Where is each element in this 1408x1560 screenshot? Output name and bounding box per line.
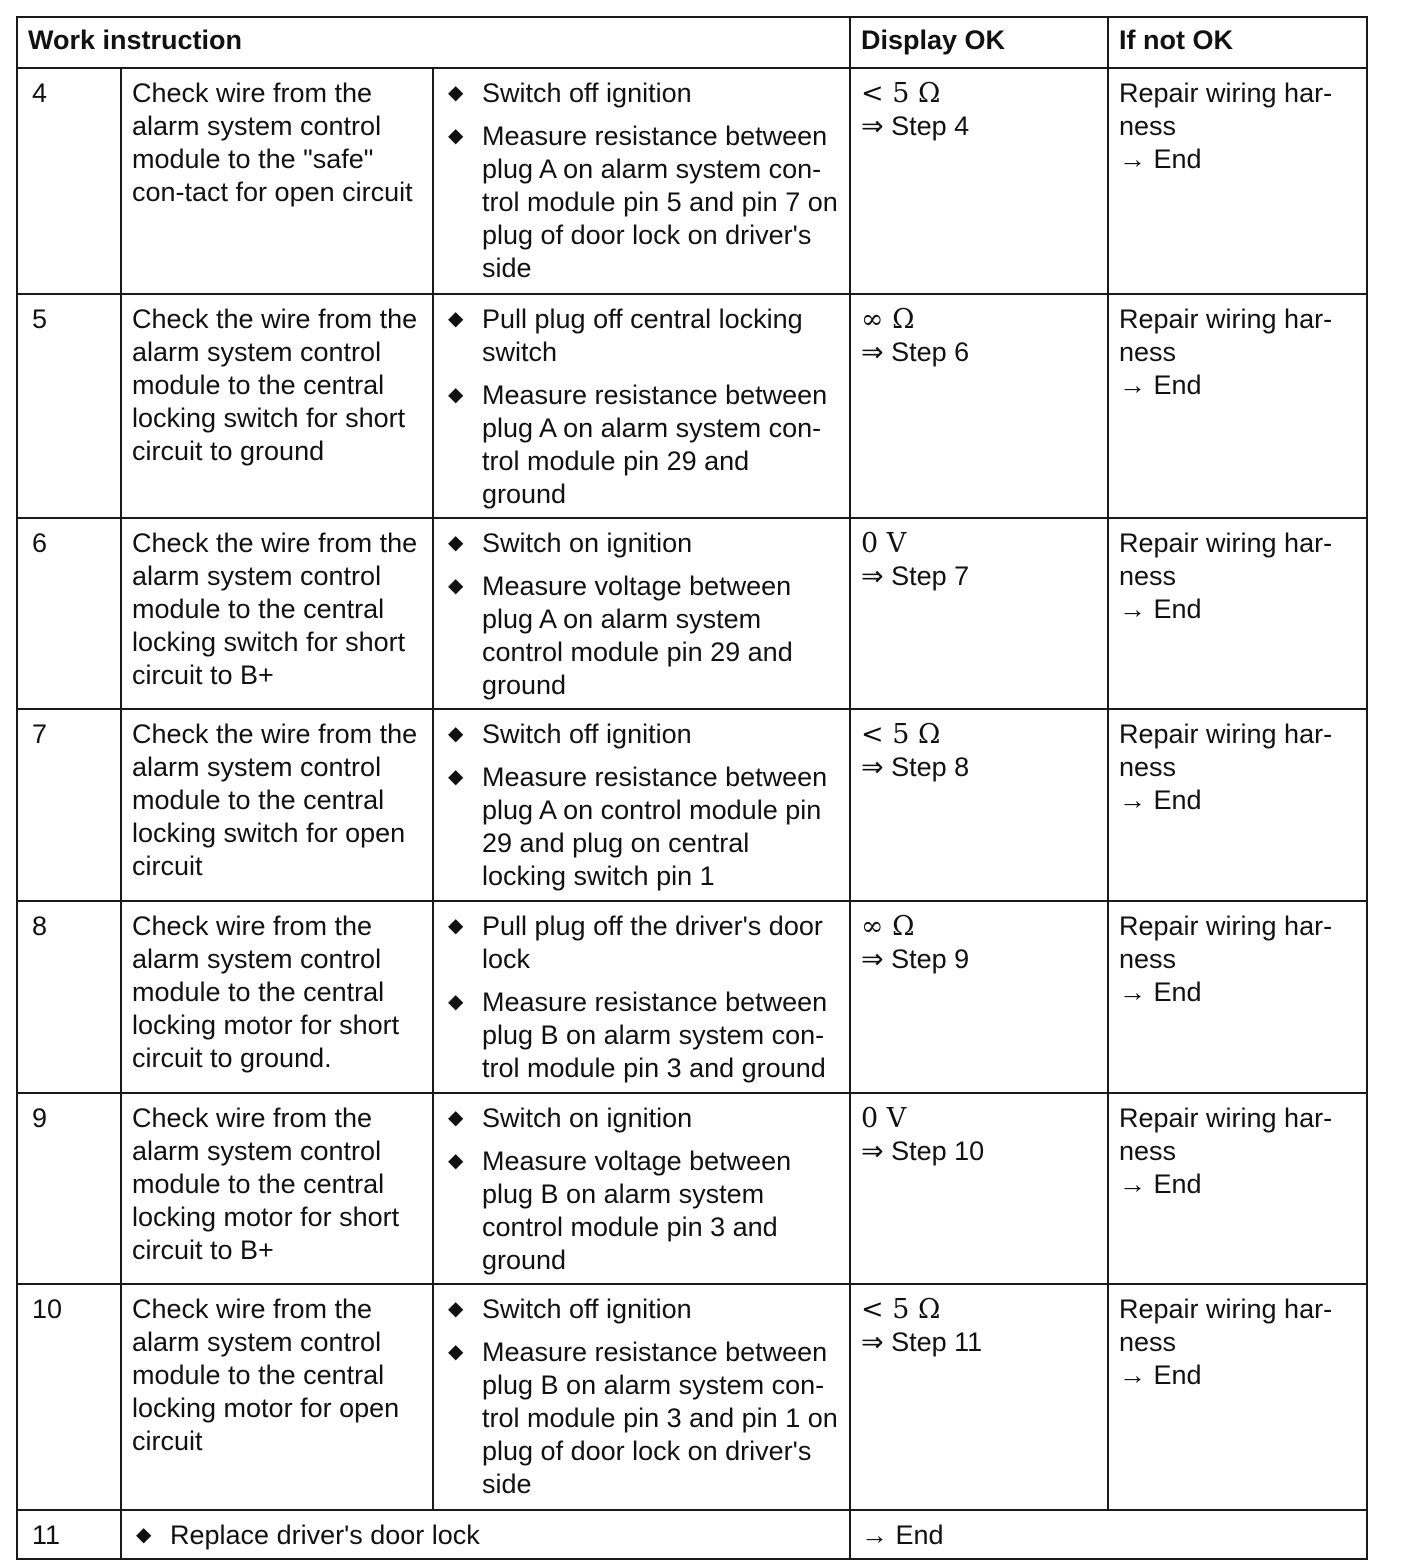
action-text: Measure resistance between plug A on control module pin 29 and plug on central locking switch pin 1 bbox=[482, 762, 828, 891]
list-item bbox=[444, 1102, 839, 1135]
step-number: 9 bbox=[17, 1093, 121, 1284]
diamond-bullet-icon: ◆ bbox=[448, 532, 464, 554]
display-value: < 5 Ω bbox=[861, 78, 941, 109]
actions-cell bbox=[433, 68, 850, 294]
diamond-bullet-icon: ◆ bbox=[448, 125, 464, 147]
step-number: 10 bbox=[17, 1284, 121, 1510]
check-description: Check wire from the alarm system control module to the "safe" con-tact for open circuit bbox=[121, 68, 433, 294]
check-description: Check wire from the alarm system control module to the central locking motor for short circuit to ground. bbox=[121, 901, 433, 1093]
diamond-bullet-icon: ◆ bbox=[448, 1298, 464, 1320]
actions-cell bbox=[433, 1093, 850, 1284]
table-row bbox=[17, 901, 1367, 1093]
if-not-ok-cell bbox=[1108, 1284, 1367, 1510]
not-ok-action: Repair wiring har-ness bbox=[1119, 911, 1333, 974]
action-text: Switch off ignition bbox=[482, 78, 692, 108]
action-text: Measure resistance between plug A on alarm system con-trol module pin 5 and pin 7 on plug of door lock on driver's side bbox=[482, 121, 838, 283]
not-ok-next: → End bbox=[1119, 1169, 1202, 1199]
display-next-step: ⇒ Step 4 bbox=[861, 111, 970, 141]
list-item bbox=[444, 303, 839, 369]
display-value: 0 V bbox=[861, 528, 907, 559]
action-list bbox=[444, 718, 839, 893]
not-ok-next: → End bbox=[1119, 144, 1202, 174]
display-ok-cell bbox=[850, 1284, 1108, 1510]
not-ok-action: Repair wiring har-ness bbox=[1119, 1294, 1333, 1357]
step-number: 8 bbox=[17, 901, 121, 1093]
action-text: Switch off ignition bbox=[482, 1294, 692, 1324]
table-row bbox=[17, 709, 1367, 901]
actions-cell bbox=[433, 709, 850, 901]
check-description: Check the wire from the alarm system control module to the central locking switch for open circuit bbox=[121, 709, 433, 901]
list-item bbox=[444, 1336, 839, 1501]
table-row bbox=[17, 1093, 1367, 1284]
list-item bbox=[444, 1293, 839, 1326]
action-text: Measure voltage between plug A on alarm system control module pin 29 and ground bbox=[482, 571, 793, 700]
if-not-ok-cell bbox=[1108, 68, 1367, 294]
step-number: 6 bbox=[17, 518, 121, 709]
action-text: Switch on ignition bbox=[482, 1103, 693, 1133]
list-item bbox=[444, 1145, 839, 1277]
actions-cell bbox=[433, 901, 850, 1093]
table-row-final bbox=[17, 1510, 1367, 1559]
display-value: ∞ Ω bbox=[861, 911, 915, 942]
diamond-bullet-icon: ◆ bbox=[448, 1107, 464, 1129]
not-ok-action: Repair wiring har-ness bbox=[1119, 719, 1333, 782]
action-list bbox=[444, 1102, 839, 1277]
list-item bbox=[444, 120, 839, 285]
table-row bbox=[17, 68, 1367, 294]
action-text: Measure resistance between plug B on alarm system con-trol module pin 3 and ground bbox=[482, 987, 828, 1083]
display-next-step: ⇒ Step 9 bbox=[861, 944, 970, 974]
action-list bbox=[444, 303, 839, 511]
action-text: Measure resistance between plug A on alarm system con-trol module pin 29 and ground bbox=[482, 380, 828, 509]
not-ok-next: → End bbox=[1119, 594, 1202, 624]
diamond-bullet-icon: ◆ bbox=[448, 1150, 464, 1172]
diamond-bullet-icon: ◆ bbox=[136, 1524, 152, 1546]
list-item bbox=[444, 527, 839, 560]
action-text: Pull plug off central locking switch bbox=[482, 304, 803, 367]
check-description: Check wire from the alarm system control module to the central locking motor for short circuit to B+ bbox=[121, 1093, 433, 1284]
diamond-bullet-icon: ◆ bbox=[448, 991, 464, 1013]
table-row bbox=[17, 518, 1367, 709]
actions-cell bbox=[433, 1284, 850, 1510]
display-next-step: ⇒ Step 6 bbox=[861, 337, 970, 367]
action-list bbox=[444, 527, 839, 702]
list-item bbox=[444, 986, 839, 1085]
display-value: < 5 Ω bbox=[861, 1294, 941, 1325]
action-text: Measure voltage between plug B on alarm system control module pin 3 and ground bbox=[482, 1146, 792, 1275]
not-ok-next: → End bbox=[1119, 977, 1202, 1007]
work-instruction-table bbox=[16, 16, 1368, 1560]
final-action-cell bbox=[121, 1510, 850, 1559]
final-display-cell: → End bbox=[850, 1510, 1367, 1559]
table-row bbox=[17, 294, 1367, 518]
diamond-bullet-icon: ◆ bbox=[448, 723, 464, 745]
not-ok-action: Repair wiring har-ness bbox=[1119, 304, 1333, 367]
if-not-ok-cell bbox=[1108, 518, 1367, 709]
table-row bbox=[17, 1284, 1367, 1510]
step-number: 11 bbox=[17, 1510, 121, 1559]
if-not-ok-cell bbox=[1108, 1093, 1367, 1284]
action-list bbox=[444, 1293, 839, 1501]
header-if-not-ok: If not OK bbox=[1108, 17, 1367, 68]
if-not-ok-cell bbox=[1108, 294, 1367, 518]
diamond-bullet-icon: ◆ bbox=[448, 575, 464, 597]
page bbox=[16, 16, 1366, 1550]
list-item bbox=[444, 718, 839, 751]
display-next-step: ⇒ Step 11 bbox=[861, 1327, 983, 1357]
not-ok-next: → End bbox=[1119, 785, 1202, 815]
display-value: ∞ Ω bbox=[861, 304, 915, 335]
table-header-row bbox=[17, 17, 1367, 68]
display-ok-cell bbox=[850, 709, 1108, 901]
action-text: Replace driver's door lock bbox=[170, 1520, 480, 1550]
step-number: 5 bbox=[17, 294, 121, 518]
not-ok-next: → End bbox=[1119, 1360, 1202, 1390]
diamond-bullet-icon: ◆ bbox=[448, 1341, 464, 1363]
action-text: Switch on ignition bbox=[482, 528, 693, 558]
diamond-bullet-icon: ◆ bbox=[448, 308, 464, 330]
display-next-step: ⇒ Step 7 bbox=[861, 561, 970, 591]
check-description: Check wire from the alarm system control module to the central locking motor for open circuit bbox=[121, 1284, 433, 1510]
actions-cell bbox=[433, 294, 850, 518]
list-item bbox=[132, 1519, 839, 1552]
actions-cell bbox=[433, 518, 850, 709]
not-ok-action: Repair wiring har-ness bbox=[1119, 78, 1333, 141]
action-text: Pull plug off the driver's door lock bbox=[482, 911, 823, 974]
list-item bbox=[444, 761, 839, 893]
display-value: < 5 Ω bbox=[861, 719, 941, 750]
check-description: Check the wire from the alarm system control module to the central locking switch for short circuit to B+ bbox=[121, 518, 433, 709]
action-list bbox=[444, 77, 839, 285]
action-text: Measure resistance between plug B on alarm system con-trol module pin 3 and pin 1 on plug of door lock on driver's side bbox=[482, 1337, 838, 1499]
check-description: Check the wire from the alarm system control module to the central locking switch for short circuit to ground bbox=[121, 294, 433, 518]
action-list bbox=[444, 910, 839, 1085]
step-number: 7 bbox=[17, 709, 121, 901]
diamond-bullet-icon: ◆ bbox=[448, 915, 464, 937]
display-ok-cell bbox=[850, 1093, 1108, 1284]
diamond-bullet-icon: ◆ bbox=[448, 82, 464, 104]
not-ok-next: → End bbox=[1119, 370, 1202, 400]
header-work-instruction: Work instruction bbox=[17, 17, 850, 68]
not-ok-action: Repair wiring har-ness bbox=[1119, 528, 1333, 591]
display-ok-cell bbox=[850, 901, 1108, 1093]
action-text: Switch off ignition bbox=[482, 719, 692, 749]
display-value: 0 V bbox=[861, 1103, 907, 1134]
header-display-ok: Display OK bbox=[850, 17, 1108, 68]
diamond-bullet-icon: ◆ bbox=[448, 384, 464, 406]
list-item bbox=[444, 910, 839, 976]
display-ok-cell bbox=[850, 294, 1108, 518]
step-number: 4 bbox=[17, 68, 121, 294]
list-item bbox=[444, 77, 839, 110]
list-item bbox=[444, 379, 839, 511]
list-item bbox=[444, 570, 839, 702]
if-not-ok-cell bbox=[1108, 901, 1367, 1093]
display-next-step: ⇒ Step 10 bbox=[861, 1136, 985, 1166]
display-ok-cell bbox=[850, 68, 1108, 294]
diamond-bullet-icon: ◆ bbox=[448, 766, 464, 788]
if-not-ok-cell bbox=[1108, 709, 1367, 901]
display-next-step: ⇒ Step 8 bbox=[861, 752, 970, 782]
display-ok-cell bbox=[850, 518, 1108, 709]
not-ok-action: Repair wiring har-ness bbox=[1119, 1103, 1333, 1166]
